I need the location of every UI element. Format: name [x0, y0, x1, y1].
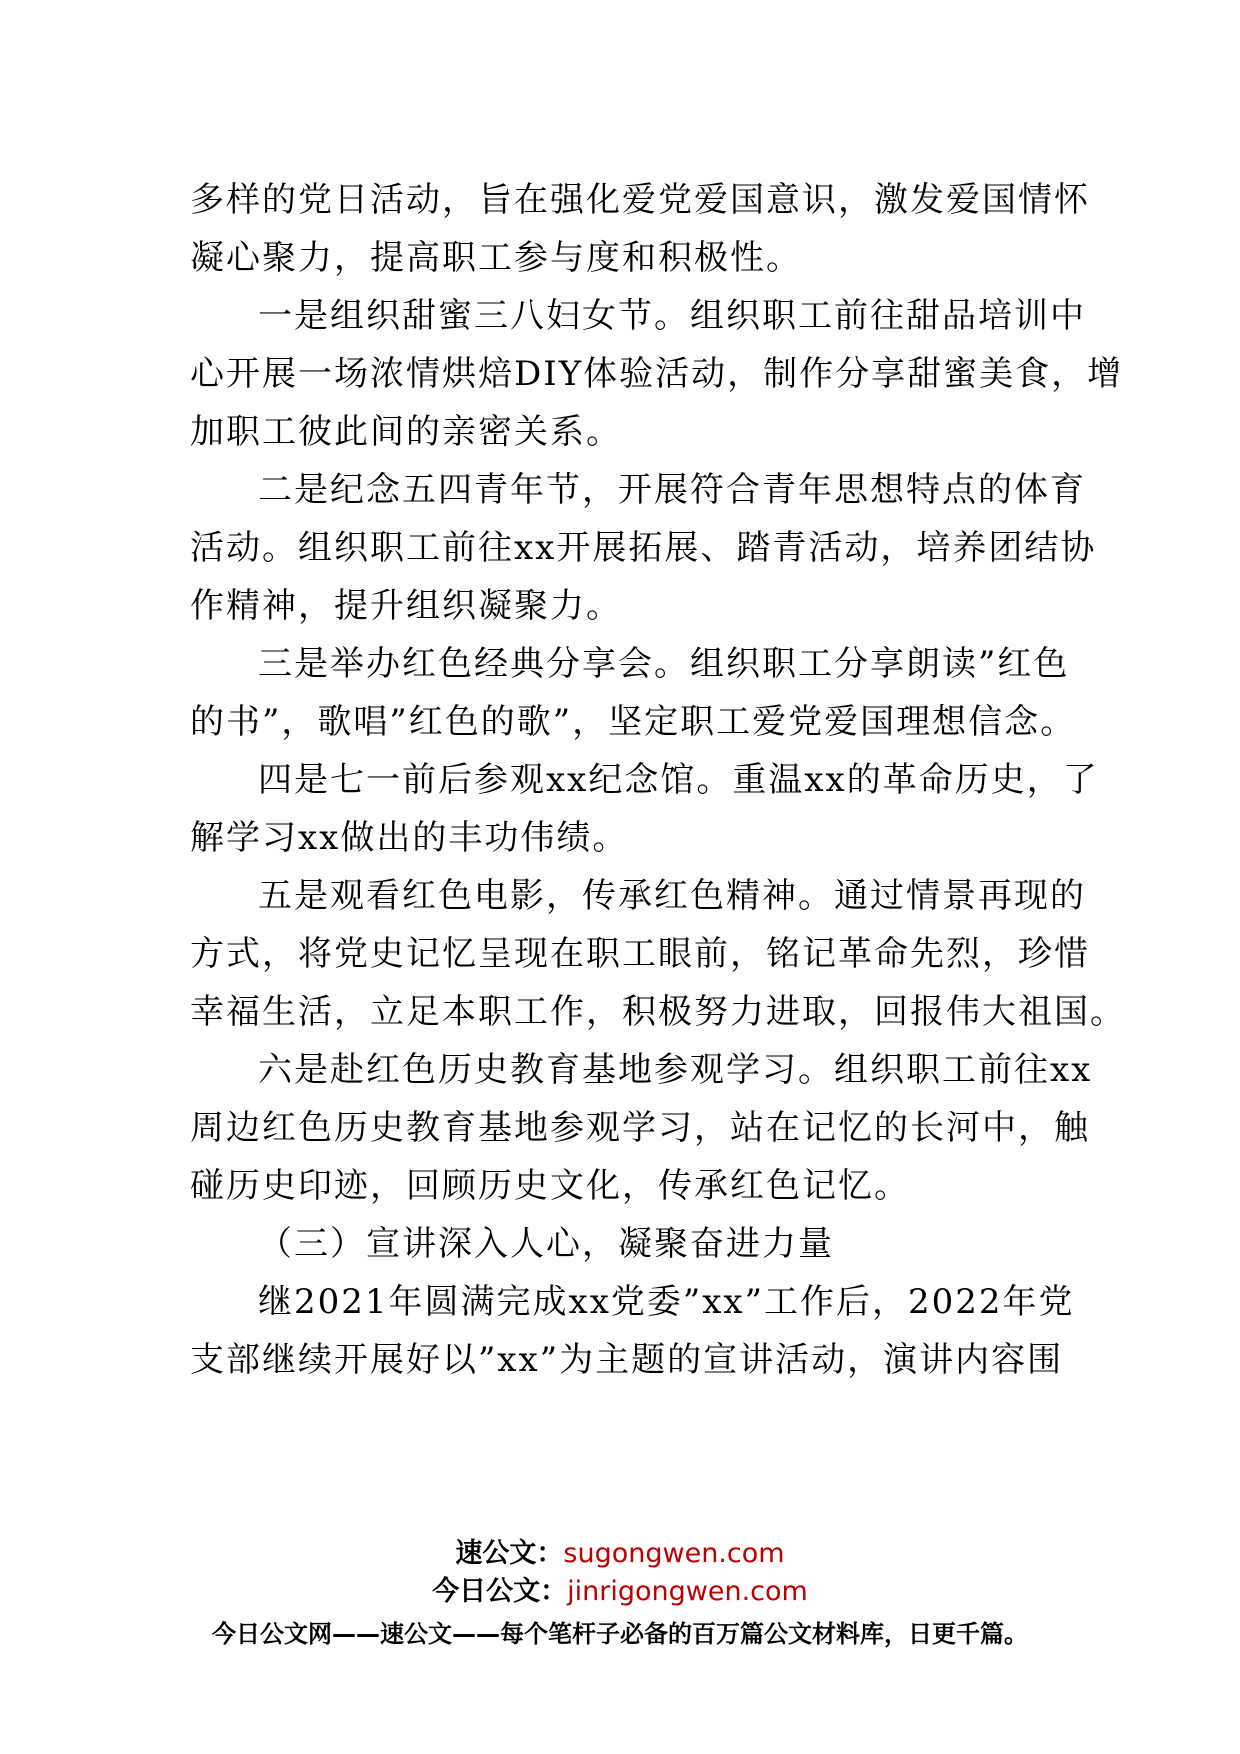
- footer-line-sugongwen: [0, 1536, 1240, 1572]
- footer-label-sugongwen: 速公文：: [455, 1538, 564, 1569]
- paragraph-start-line: 继2021年圆满完成xx党委”xx”工作后，2022年党: [258, 1282, 1075, 1322]
- footer-tagline: 今日公文网——速公文——每个笔杆子必备的百万篇公文材料库，日更千篇。: [212, 1620, 1028, 1648]
- paragraph-start-line: 四是七一前后参观xx纪念馆。重温xx的革命历史，了: [258, 760, 1099, 800]
- paragraph-start-line: 三是举办红色经典分享会。组织职工分享朗读”红色: [258, 644, 1070, 684]
- text-line: 的书”，歌唱”红色的歌”，坚定职工爱党爱国理想信念。: [190, 702, 1077, 742]
- text-line: 心开展一场浓情烘焙DIY体验活动，制作分享甜蜜美食，增: [190, 354, 1124, 394]
- paragraph-start-line: 六是赴红色历史教育基地参观学习。组织职工前往xx: [258, 1050, 1093, 1090]
- text-line: 凝心聚力，提高职工参与度和积极性。: [190, 238, 802, 278]
- section-heading: （三）宣讲深入人心，凝聚奋进力量: [258, 1224, 834, 1264]
- text-line: 方式，将党史记忆呈现在职工眼前，铭记革命先烈，珍惜: [190, 934, 1090, 974]
- footer-line-jinrigongwen: [0, 1574, 1240, 1610]
- text-line: 幸福生活，立足本职工作，积极努力进取，回报伟大祖国。: [190, 992, 1126, 1032]
- footer-label-jinrigongwen: 今日公文：: [432, 1576, 568, 1607]
- footer-link-sugongwen[interactable]: sugongwen.com: [563, 1538, 785, 1569]
- paragraph-start-line: 一是组织甜蜜三八妇女节。组织职工前往甜品培训中: [258, 296, 1086, 336]
- footer-link-jinrigongwen[interactable]: jinrigongwen.com: [567, 1576, 808, 1607]
- text-line: 解学习xx做出的丰功伟绩。: [190, 818, 629, 858]
- text-line: 碰历史印迹，回顾历史文化，传承红色记忆。: [190, 1166, 910, 1206]
- text-line: 作精神，提升组织凝聚力。: [190, 586, 622, 626]
- paragraph-start-line: 五是观看红色电影，传承红色精神。通过情景再现的: [258, 876, 1086, 916]
- text-line: 多样的党日活动，旨在强化爱党爱国意识，激发爱国情怀: [190, 180, 1090, 220]
- text-line: 周边红色历史教育基地参观学习，站在记忆的长河中，触: [190, 1108, 1090, 1148]
- text-line: 支部继续开展好以”xx”为主题的宣讲活动，演讲内容围: [190, 1340, 1064, 1380]
- text-line: 加职工彼此间的亲密关系。: [190, 412, 622, 452]
- text-line: 活动。组织职工前往xx开展拓展、踏青活动，培养团结协: [190, 528, 1097, 568]
- paragraph-start-line: 二是纪念五四青年节，开展符合青年思想特点的体育: [258, 470, 1086, 510]
